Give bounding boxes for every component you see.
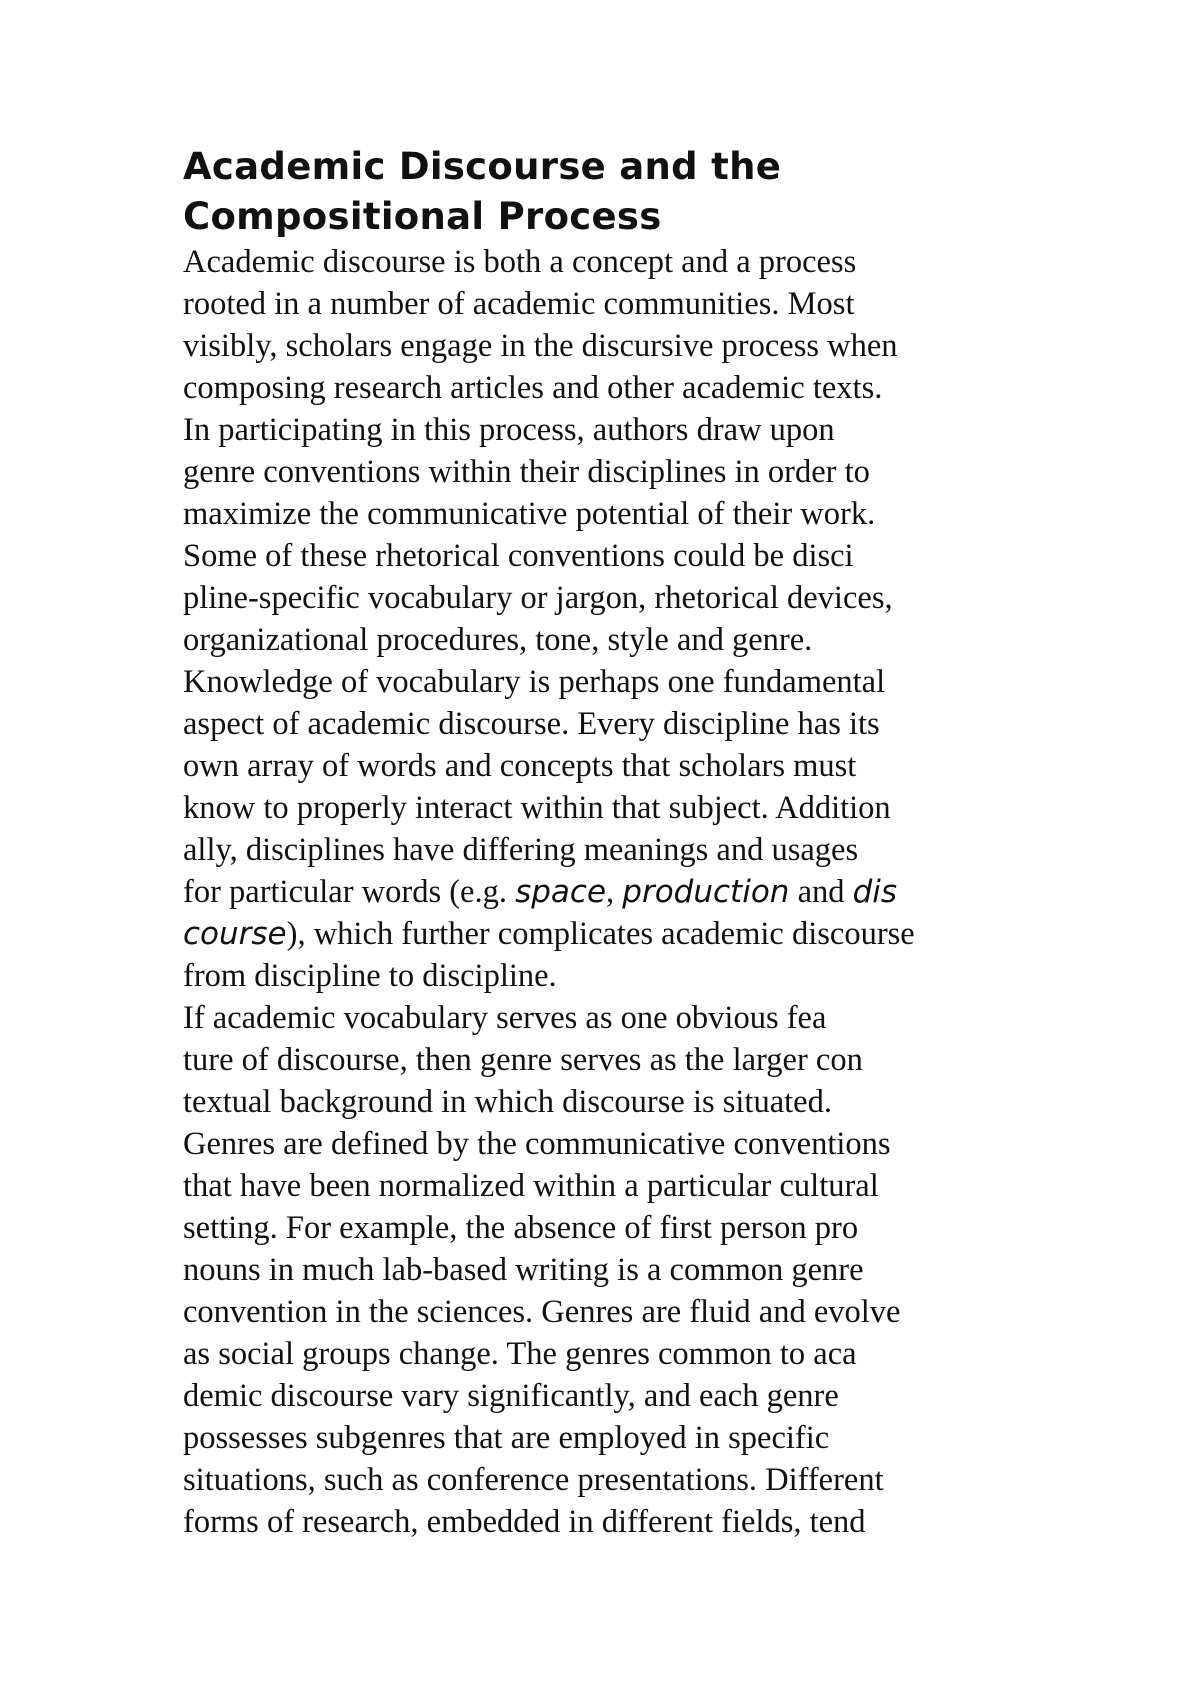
text-line: pline-specific vocabulary or jargon, rhetorical devices, <box>183 580 893 616</box>
italic-term: dis <box>852 874 898 910</box>
text-line: situations, such as conference presentations. Different <box>183 1462 884 1498</box>
title-line: Compositional Process <box>183 195 662 238</box>
text-segment: and <box>789 874 853 910</box>
text-line: that have been normalized within a particular cultural <box>183 1168 879 1204</box>
text-line: Genres are defined by the communicative conventions <box>183 1126 891 1162</box>
text-segment: , <box>606 874 623 910</box>
text-line: forms of research, embedded in different fields, tend <box>183 1504 866 1540</box>
italic-term: production <box>622 874 790 910</box>
italic-term: course <box>183 916 287 952</box>
title-line: Academic Discourse and the <box>183 145 782 188</box>
text-line: composing research articles and other academic texts. <box>183 370 883 406</box>
text-line: aspect of academic discourse. Every discipline has its <box>183 706 880 742</box>
text-line: genre conventions within their disciplines in order to <box>183 454 870 490</box>
text-line: visibly, scholars engage in the discursive process when <box>183 328 898 364</box>
text-line: from discipline to discipline. <box>183 958 557 994</box>
text-line: as social groups change. The genres common to aca <box>183 1336 857 1372</box>
text-segment: for particular words (e.g. <box>183 874 516 910</box>
document-title <box>183 142 781 242</box>
text-line: If academic vocabulary serves as one obvious fea <box>183 1000 827 1036</box>
text-line: ture of discourse, then genre serves as the larger con <box>183 1042 863 1078</box>
body-text <box>183 241 1083 1543</box>
text-line: In participating in this process, authors draw upon <box>183 412 835 448</box>
text-line: organizational procedures, tone, style and genre. <box>183 622 813 658</box>
text-line: convention in the sciences. Genres are fluid and evolve <box>183 1294 901 1330</box>
text-line: nouns in much lab-based writing is a common genre <box>183 1252 864 1288</box>
text-line: know to properly interact within that subject. Addition <box>183 790 891 826</box>
text-line-mixed <box>183 913 1083 955</box>
text-line: textual background in which discourse is situated. <box>183 1084 832 1120</box>
text-line: rooted in a number of academic communities. Most <box>183 286 855 322</box>
text-line-mixed <box>183 871 1083 913</box>
italic-term: space <box>515 874 607 910</box>
text-line: Knowledge of vocabulary is perhaps one fundamental <box>183 664 886 700</box>
text-line: Academic discourse is both a concept and a process <box>183 244 857 280</box>
text-segment: ), which further complicates academic discourse <box>286 916 915 952</box>
text-line: demic discourse vary significantly, and each genre <box>183 1378 839 1414</box>
text-line: setting. For example, the absence of first person pro <box>183 1210 859 1246</box>
text-line: possesses subgenres that are employed in specific <box>183 1420 830 1456</box>
text-line: Some of these rhetorical conventions could be disci <box>183 538 854 574</box>
text-line: ally, disciplines have differing meanings and usages <box>183 832 859 868</box>
text-line: own array of words and concepts that scholars must <box>183 748 857 784</box>
text-line: maximize the communicative potential of their work. <box>183 496 876 532</box>
